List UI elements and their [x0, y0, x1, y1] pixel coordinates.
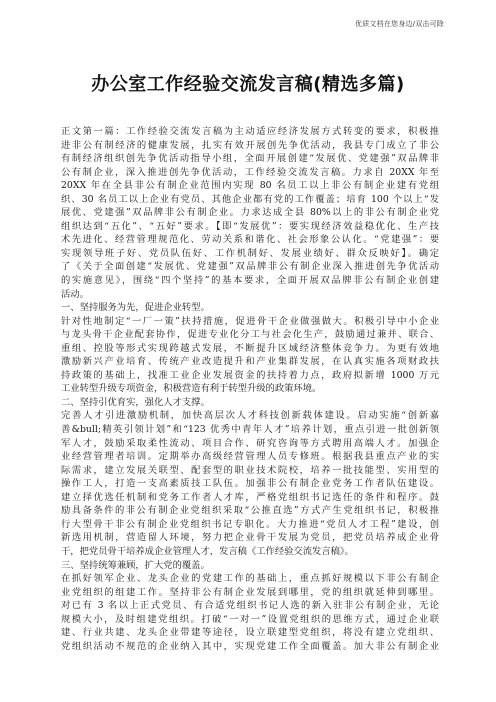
body-line: 对已有 3 名以上正式党员、有合适党组织书记人选的新入驻非公有制企业，无论 [61, 600, 439, 612]
body-line: 励具备条件的非公有制企业党组织采取“公推直选”方式产生党组织书记，积极推 [61, 505, 439, 517]
body-line: 的实施意见》，围绕“四个坚持”的基本要求，全面开展双品牌非公有制企业创建 [61, 275, 439, 287]
body-line: 持政策的基础上，找准工业企业发展资金的扶持着力点，政府拟新增 1000 万元 [61, 369, 439, 381]
body-line: 操作工人，打造一支高素质技工队伍。加强非公有制企业党务工作者队伍建设。 [61, 478, 439, 490]
body-line: 术先进化、经营管理规范化、劳动关系和谐化、社会形象公认化。“党建强”：要 [61, 234, 439, 246]
body-line: 有制经济组织创先争优活动指导小组，全面开展创建“发展优、党建强”双品牌非 [61, 153, 439, 165]
body-line: 针对性地制定“一厂一策”扶持措施，促进骨干企业做强做大。积极引导中小企业 [61, 315, 439, 327]
body-line: 规模大小，及时组建党组织。打破“一对一”设置党组织的思维方式，通过企业联 [61, 613, 439, 625]
body-line: 进非公有制经济的健康发展，扎实有效开展创先争优活动，我县专门成立了非公 [61, 139, 439, 151]
body-line: 织、30 名员工以上企业有党员、其他企业都有党的工作覆盖；培育 100 个以上“发 [61, 193, 439, 205]
body-line: 一、坚持服务为先，促进企业转型。 [61, 302, 210, 314]
body-line: 善&bull;精英引领计划”和“123 优秀中青年人才”培养计划，重点引进一批创新领 [61, 424, 439, 436]
body-line: 活动。 [61, 288, 89, 300]
body-line: 重组、控股等形式实现跨越式发展，不断提升区域经济整体竞争力。为更有效地 [61, 342, 439, 354]
body-line: 干，把党员骨干培养成企业管理人才，发言稿《工作经验交流发言稿》。 [61, 545, 354, 557]
body-line: 组织达到“五化”、“五好”要求。【即“发展优”：要实现经济效益稳优化、生产技 [61, 220, 439, 232]
body-line: 20XX 年在全县非公有制企业范围内实现 80 名员工以上非公有制企业建有党组 [61, 180, 439, 192]
body-line: 三、坚持统筹兼顾，扩大党的覆盖。 [61, 559, 210, 571]
body-line: 业经营管理者培训。定期举办高级经营管理人员专修班。根据我县重点产业的实 [61, 451, 439, 463]
body-line: 了《关于全面创建“发展优、党建强”双品牌非公有制企业深入推进创先争优活动 [61, 261, 439, 273]
body-line: 二、坚持引优育实，强化人才支撑。 [61, 396, 210, 408]
body-line: 际需求，建立发展关联型、配套型的职业技术院校，培养一批技能型、实用型的 [61, 464, 439, 476]
body-line: 军人才，鼓励采取柔性流动、项目合作、研究咨询等方式聘用高端人才。加强企 [61, 437, 439, 449]
body-line: 与龙头骨干企业配套协作，促进专业化分工与社会化生产，鼓励通过兼并、联合、 [61, 329, 439, 341]
body-line: 完善人才引进激励机制，加快高层次人才科技创新载体建设。启动实施“创新嘉 [61, 410, 439, 422]
body-line: 行大型骨干非公有制企业党组织书记专职化。大力推进“党员人才工程”建设，创 [61, 518, 439, 530]
body-line: 实现领导班子好、党员队伍好、工作机制好、发展业绩好、群众反映好】。确定 [61, 247, 439, 259]
body-line: 激励新兴产业培育、传统产业改造提升和产业集群发展，在认真实施各项财政扶 [61, 356, 439, 368]
body-line: 业党组织的组建工作。坚持非公有制企业发展到哪里，党的组织就延伸到哪里。 [61, 586, 439, 598]
document-body [61, 125, 439, 653]
body-line: 新选用机制，营造留人环境，努力把企业骨干发展为党员，把党员培养成企业骨 [61, 532, 439, 544]
body-line: 在抓好领军企业、龙头企业的党建工作的基础上，重点抓好规模以下非公有制企 [61, 573, 439, 585]
body-line: 正文第一篇：工作经验交流发言稿为主动适应经济发展方式转变的要求，积极推 [61, 126, 439, 137]
body-line: 建立择优选任机制和党务工作者人才库，严格党组织书记选任的条件和程序。鼓 [61, 491, 439, 503]
body-line: 工业转型升级专项资金，积极营造有利于转型升级的政策环境。 [61, 383, 322, 395]
body-line: 公有制企业，深入推进创先争优活动，工作经验交流发言稿。力求自 20XX 年至 [61, 166, 439, 178]
body-line: 建、行业共建、龙头企业带建等途径，设立联建型党组织，将没有建立党组织、 [61, 627, 439, 639]
body-line: 展优、党建强”双品牌非公有制企业。力求达成全县 80%以上的非公有制企业党 [61, 207, 439, 219]
body-line: 党组织活动不规范的企业纳入其中，实现党建工作全面覆盖。加大非公有制企业 [61, 640, 439, 652]
document-title: 办公室工作经验交流发言稿(精选多篇) [91, 74, 405, 95]
header-note: 优质文档在您身边/双击可除 [355, 20, 444, 28]
